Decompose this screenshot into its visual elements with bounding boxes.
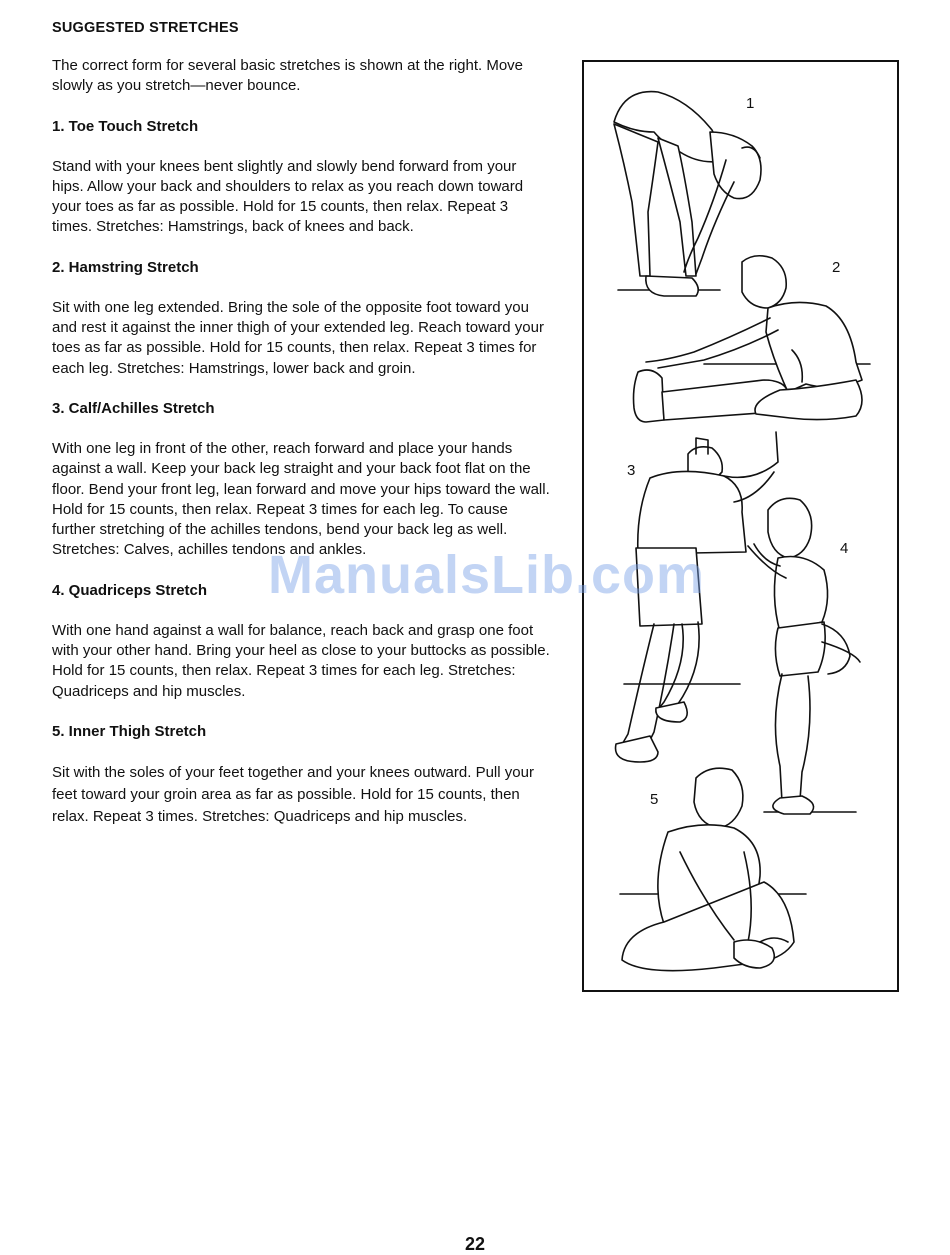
stretch-figures-drawing	[584, 62, 897, 990]
section-title: SUGGESTED STRETCHES	[52, 20, 239, 36]
toe-touch-figure	[614, 92, 761, 296]
stretch-5-body: Sit with the soles of your feet together and your knees outward. Pull your feet toward your groin area as far as possible. Hold for 15 counts, then relax. Repeat 3 times. Stretches: Quadriceps and hip muscles.	[52, 763, 534, 825]
stretch-illustrations-panel	[582, 60, 899, 992]
figure-label-1: 1	[746, 95, 755, 112]
stretch-2-heading: 2. Hamstring Stretch	[52, 258, 199, 276]
stretch-4-heading: 4. Quadriceps Stretch	[52, 581, 208, 599]
figure-label-5: 5	[650, 791, 659, 808]
figure-label-3: 3	[627, 462, 636, 479]
stretch-3-body: With one leg in front of the other, reach forward and place your hands against a wall. Keep your back leg straight and your back foot flat on the floor. Bend your front leg, lean forward and move your hips toward the wall. Hold for 15 counts, then relax. Repeat 3 times for each leg. To cause further stretching of the achilles tendons, bend your back leg as well. Stretches: Calves, achilles tendons and ankles.	[52, 439, 550, 559]
figure-label-2: 2	[832, 259, 841, 276]
watermark-text: ManualsLib.com	[268, 545, 706, 605]
quadriceps-stretch-figure	[748, 498, 860, 814]
figure-label-4: 4	[840, 540, 849, 557]
stretch-3-heading: 3. Calf/Achilles Stretch	[52, 399, 215, 417]
stretch-5-heading: 5. Inner Thigh Stretch	[52, 722, 207, 740]
instructions-column	[52, 18, 552, 848]
stretch-1-body: Stand with your knees bent slightly and slowly bend forward from your hips. Allow your back and shoulders to relax as you reach down toward your toes as far as possible. Hold for 15 counts, then relax. Repeat 3 times. Stretches: Hamstrings, back of knees and back.	[52, 157, 524, 236]
stretch-1-heading: 1. Toe Touch Stretch	[52, 117, 199, 135]
stretch-4-body: With one hand against a wall for balance, reach back and grasp one foot with your other hand. Bring your heel as close to your buttocks as possible. Hold for 15 counts, then relax. Repeat 3 times for each leg. Stretches: Quadriceps and hip muscles.	[52, 621, 550, 700]
intro-paragraph: The correct form for several basic stretches is shown at the right. Move slowly as you stretch—never bounce.	[52, 57, 524, 95]
page-number: 22	[464, 1234, 486, 1254]
stretch-2-body: Sit with one leg extended. Bring the sole of the opposite foot toward you and rest it against the inner thigh of your extended leg. Reach toward your toes as far as possible. Hold for 15 counts, then relax. Repeat 3 times for each leg. Stretches: Hamstrings, lower back and groin.	[52, 298, 544, 377]
